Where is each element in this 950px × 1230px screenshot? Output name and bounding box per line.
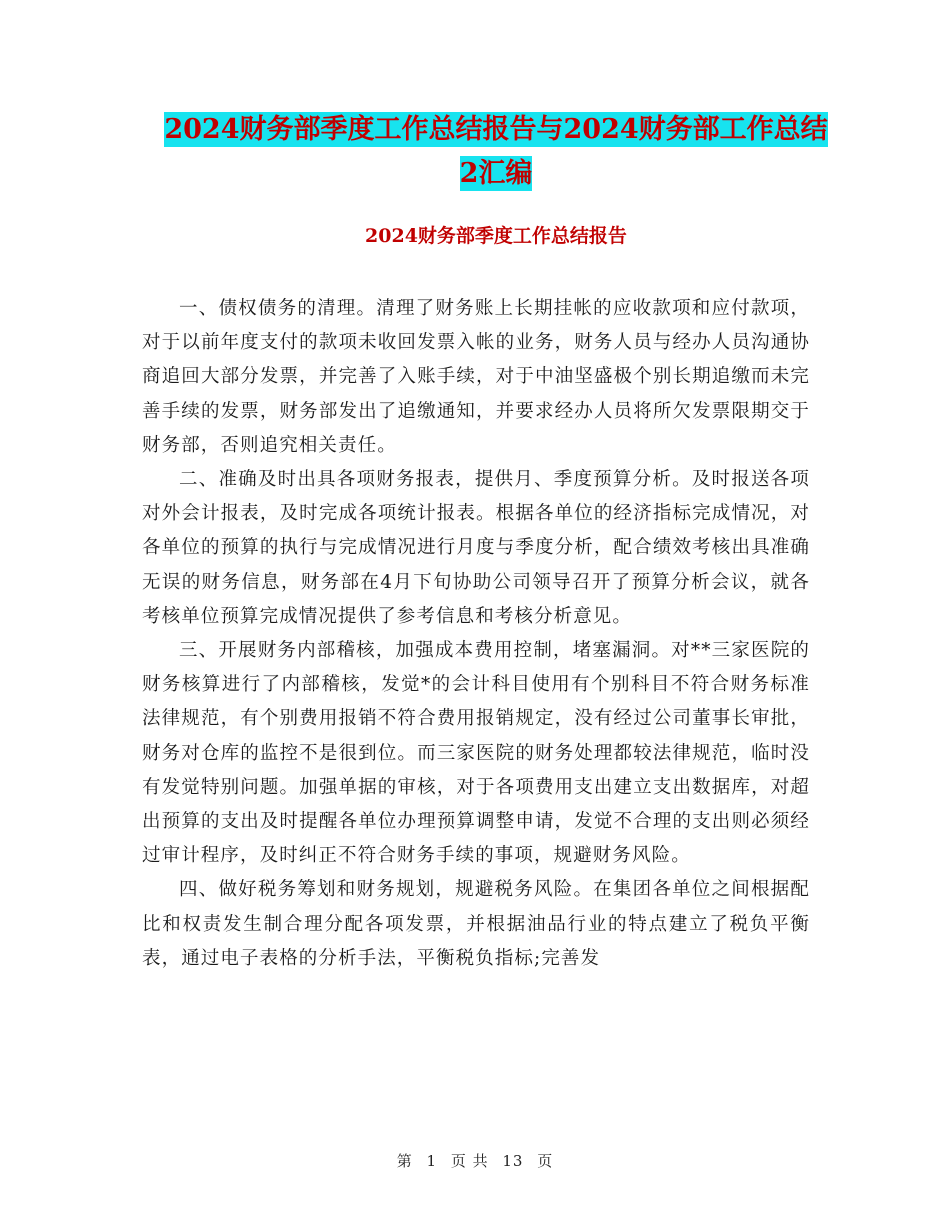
paragraph-1: 一、债权债务的清理。清理了财务账上长期挂帐的应收款项和应付款项，对于以前年度支付的款项未收回发票入帐的业务，财务人员与经办人员沟通协商追回大部分发票，并完善了入账手续，对于中油坚盛极个别长期追缴而未完善手续的发票，财务部发出了追缴通知，并要求经办人员将所欠发票限期交于财务部，否则追究相关责任。 <box>142 298 810 456</box>
document-title <box>140 108 852 196</box>
page-footer <box>0 1150 950 1171</box>
document-body <box>142 292 810 976</box>
document-title-line1: 2024财务部季度工作总结报告与2024财务部工作总结 <box>164 114 828 145</box>
section-title: 2024财务部季度工作总结报告 <box>365 225 627 247</box>
footer-prefix: 第 <box>396 1152 413 1170</box>
footer-middle: 页 共 <box>450 1152 489 1170</box>
footer-page-number: 1 <box>426 1152 438 1170</box>
footer-suffix: 页 <box>537 1152 554 1170</box>
document-title-line2: 2汇编 <box>459 158 533 189</box>
paragraph-4: 四、做好税务筹划和财务规划，规避税务风险。在集团各单位之间根据配比和权责发生制合理分配各项发票，并根据油品行业的特点建立了税负平衡表，通过电子表格的分析手法，平衡税负指标;完善发 <box>142 879 810 969</box>
paragraph-2: 二、准确及时出具各项财务报表，提供月、季度预算分析。及时报送各项对外会计报表，及时完成各项统计报表。根据各单位的经济指标完成情况，对各单位的预算的执行与完成情况进行月度与季度分析，配合绩效考核出具准确无误的财务信息，财务部在4月下旬协助公司领导召开了预算分析会议，就各考核单位预算完成情况提供了参考信息和考核分析意见。 <box>142 469 810 627</box>
paragraph-3: 三、开展财务内部稽核，加强成本费用控制，堵塞漏洞。对**三家医院的财务核算进行了内部稽核，发觉*的会计科目使用有个别科目不符合财务标准法律规范，有个别费用报销不符合费用报销规定，没有经过公司董事长审批，财务对仓库的监控不是很到位。而三家医院的财务处理都较法律规范，临时没有发觉特别问题。加强单据的审核，对于各项费用支出建立支出数据库，对超出预算的支出及时提醒各单位办理预算调整申请，发觉不合理的支出则必须经过审计程序，及时纠正不符合财务手续的事项，规避财务风险。 <box>142 640 810 867</box>
footer-total-pages: 13 <box>502 1152 524 1170</box>
